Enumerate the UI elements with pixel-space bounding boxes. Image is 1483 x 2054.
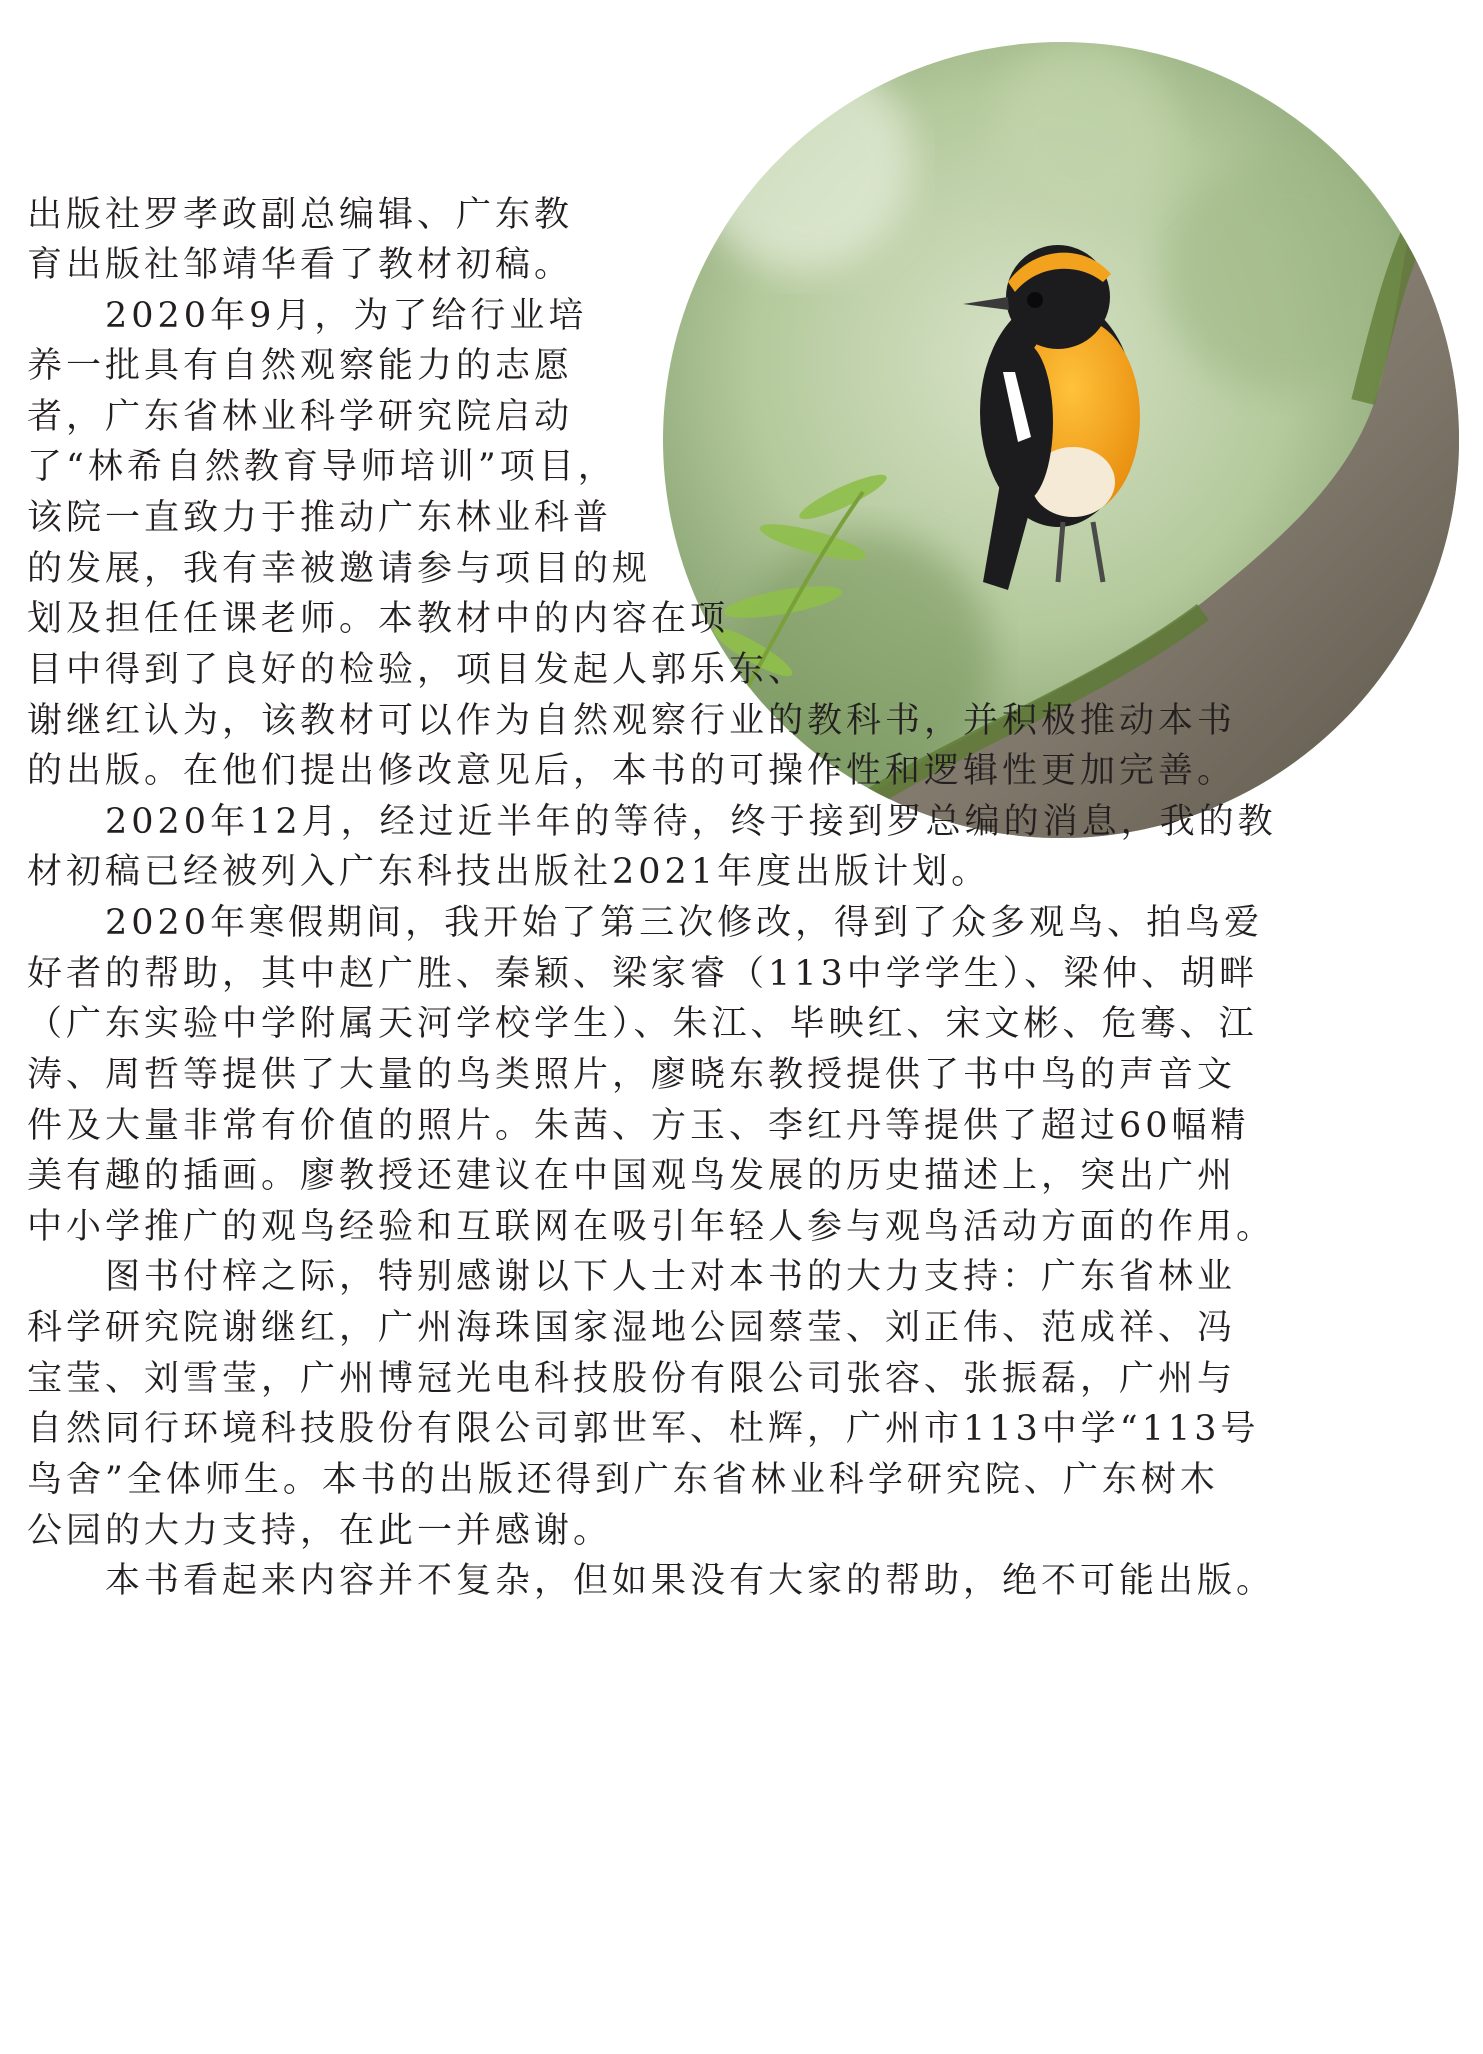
text-line: 该院一直致力于推动广东林业科普	[27, 498, 613, 538]
text-line: 中小学推广的观鸟经验和互联网在吸引年轻人参与观鸟活动方面的作用。	[27, 1207, 1276, 1247]
text-line: 件及大量非常有价值的照片。朱茜、方玉、李红丹等提供了超过60幅精	[27, 1106, 1250, 1146]
text-line: 谢继红认为，该教材可以作为自然观察行业的教科书，并积极推动本书	[27, 701, 1237, 741]
text-line: 本书看起来内容并不复杂，但如果没有大家的帮助，绝不可能出版。	[27, 1561, 1276, 1601]
text-line: 宝莹、刘雪莹，广州博冠光电科技股份有限公司张容、张振磊，广州与	[27, 1359, 1237, 1399]
text-line: （广东实验中学附属天河学校学生）、朱江、毕映红、宋文彬、危骞、江	[27, 1004, 1258, 1044]
text-line: 科学研究院谢继红，广州海珠国家湿地公园蔡莹、刘正伟、范成祥、冯	[27, 1308, 1237, 1348]
text-line: 的发展，我有幸被邀请参与项目的规	[27, 549, 652, 589]
text-line: 2020年寒假期间，我开始了第三次修改，得到了众多观鸟、拍鸟爱	[27, 903, 1264, 943]
text-line: 涛、周哲等提供了大量的鸟类照片，廖晓东教授提供了书中鸟的声音文	[27, 1055, 1237, 1095]
text-line: 出版社罗孝政副总编辑、广东教	[27, 195, 574, 235]
text-line: 自然同行环境科技股份有限公司郭世军、杜辉，广州市113中学“113号	[27, 1409, 1260, 1449]
text-line: 划及担任任课老师。本教材中的内容在项	[27, 599, 730, 639]
text-line: 养一批具有自然观察能力的志愿	[27, 346, 574, 386]
text-line: 者，广东省林业科学研究院启动	[27, 397, 574, 437]
text-line: 好者的帮助，其中赵广胜、秦颖、梁家睿（113中学学生）、梁仲、胡畔	[27, 954, 1259, 994]
text-line: 了“林希自然教育导师培训”项目，	[27, 447, 617, 487]
text-line: 鸟舍”全体师生。本书的出版还得到广东省林业科学研究院、广东树木	[27, 1460, 1219, 1500]
text-line: 美有趣的插画。廖教授还建议在中国观鸟发展的历史描述上，突出广州	[27, 1156, 1237, 1196]
text-line: 目中得到了良好的检验，项目发起人郭乐东、	[27, 650, 808, 690]
text-line: 材初稿已经被列入广东科技出版社2021年度出版计划。	[27, 852, 991, 892]
text-line: 育出版社邹靖华看了教材初稿。	[27, 245, 574, 285]
text-line: 的出版。在他们提出修改意见后，本书的可操作性和逻辑性更加完善。	[27, 751, 1237, 791]
text-line: 2020年9月，为了给行业培	[27, 296, 588, 336]
text-line: 图书付梓之际，特别感谢以下人士对本书的大力支持：广东省林业	[27, 1257, 1237, 1297]
text-line: 2020年12月，经过近半年的等待，终于接到罗总编的消息，我的教	[27, 802, 1277, 842]
text-line: 公园的大力支持，在此一并感谢。	[27, 1511, 613, 1551]
